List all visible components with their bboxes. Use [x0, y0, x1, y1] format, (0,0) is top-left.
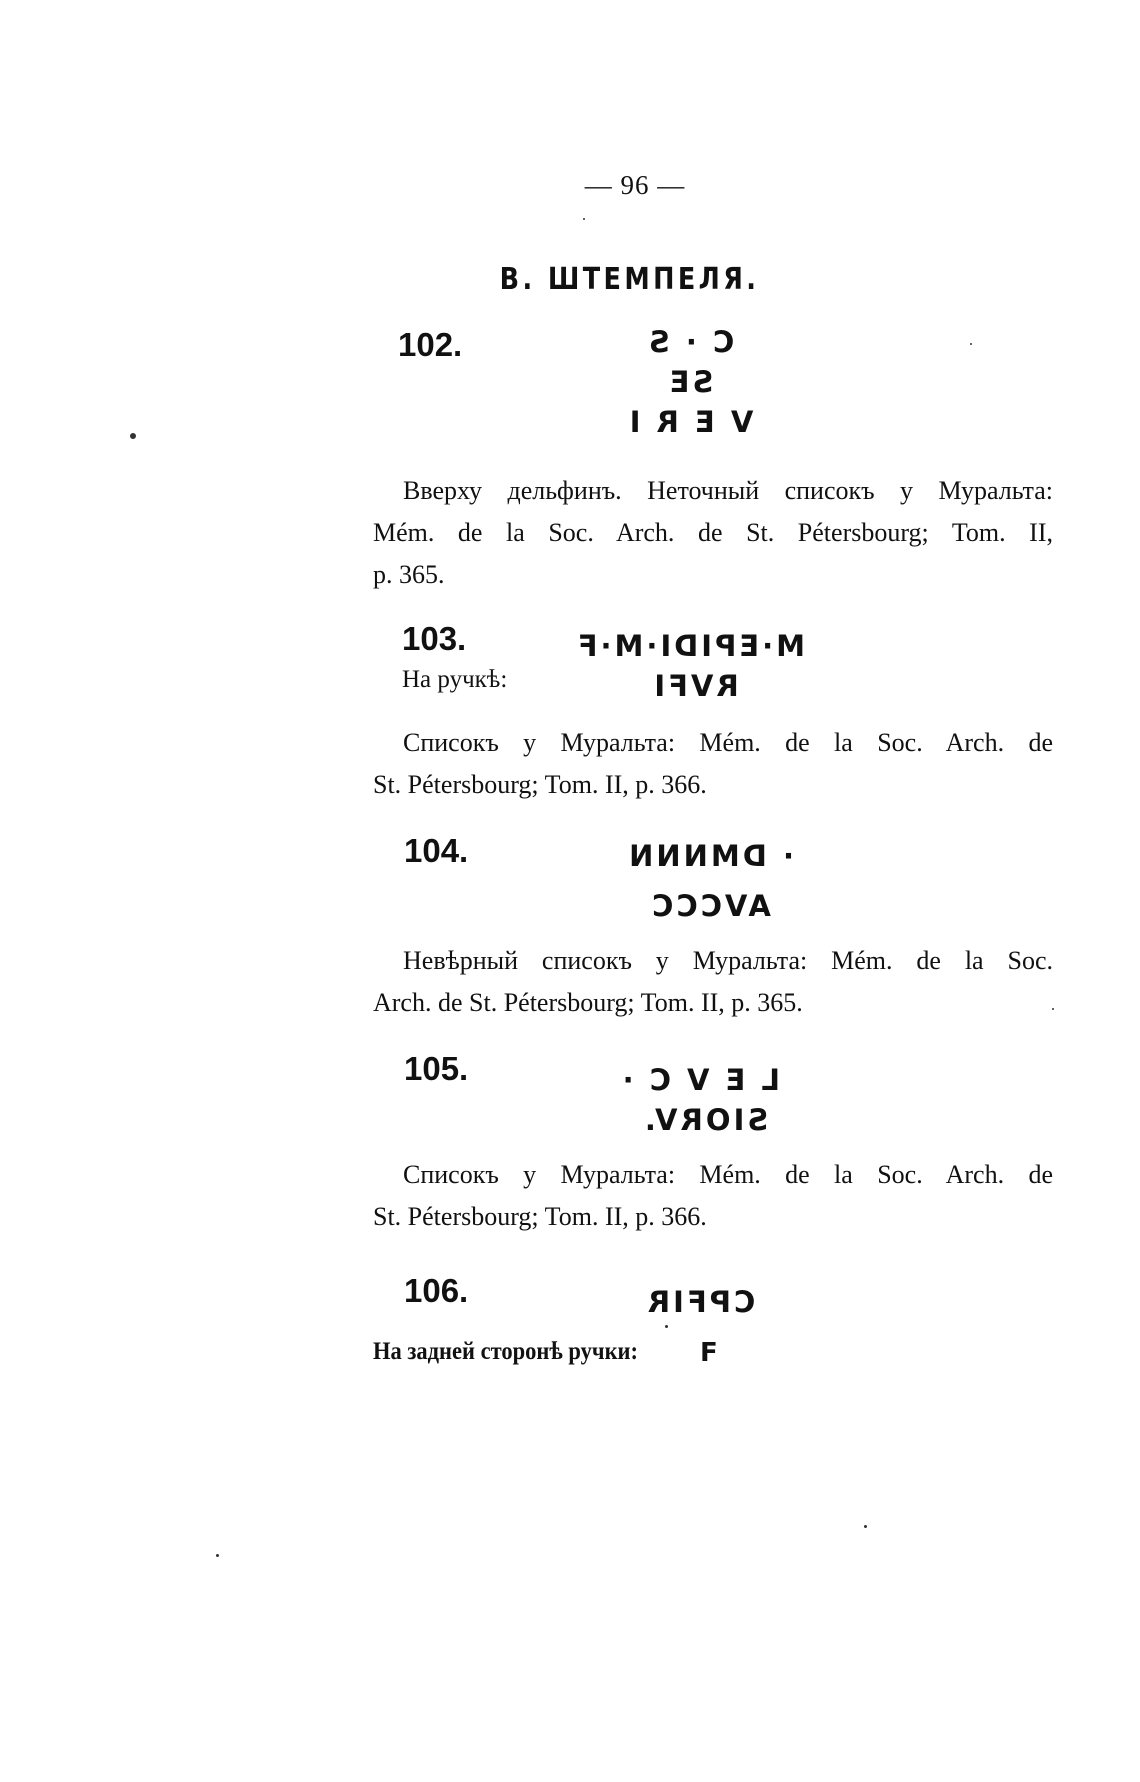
- handle-mark-letter: F: [700, 1338, 718, 1368]
- page-number: — 96 —: [584, 170, 686, 200]
- stamp-line: L E V C ·: [619, 1063, 780, 1097]
- entry-text-102: [373, 470, 1053, 596]
- text-line: Невѣрный списокъ у Муральта: Mém. de la Soc.: [403, 946, 1053, 975]
- scan-speck: [583, 218, 585, 220]
- stamp-line: · DMNNN: [626, 839, 794, 873]
- stamp-inscription-106: [630, 1282, 770, 1322]
- text-line: St. Pétersbourg; Tom. II, p. 366.: [373, 770, 707, 799]
- entry-number-103: 103.: [402, 620, 467, 657]
- stamp-inscription-103: [574, 626, 805, 706]
- text-line: St. Pétersbourg; Tom. II, p. 366.: [373, 1202, 707, 1231]
- stamp-line: CPFIR: [644, 1285, 756, 1319]
- entry-number-102: 102.: [398, 326, 463, 363]
- entry-text-104: [373, 940, 1053, 1024]
- entry-number-105: 105.: [404, 1050, 469, 1087]
- entry-number-104: 104.: [404, 832, 469, 869]
- stamp-line: SE: [666, 365, 714, 399]
- text-line: Вверху дельфинъ. Неточный списокъ у Муральта:: [403, 476, 1053, 505]
- scan-speck: [970, 343, 972, 345]
- section-title: В. ШТЕМПЕЛЯ.: [499, 262, 760, 297]
- text-line: Списокъ у Муральта: Mém. de la Soc. Arch. de: [403, 728, 1053, 757]
- stamp-inscription-104: [625, 836, 795, 926]
- text-line: Arch. de St. Pétersbourg; Tom. II, p. 365.: [373, 988, 803, 1017]
- entry-text-103: [373, 722, 1053, 806]
- stamp-line: M·EPIDI·M·F: [574, 629, 805, 663]
- scan-speck: [864, 1525, 867, 1528]
- scan-speck: [665, 1325, 668, 1328]
- stamp-line: RVFI: [651, 669, 739, 703]
- entry-number-106: 106.: [404, 1272, 469, 1309]
- stamp-inscription-105: [619, 1060, 780, 1140]
- stamp-line: SIORV.: [641, 1103, 769, 1137]
- entry-label-103: На ручкѣ:: [402, 666, 508, 693]
- scan-speck: [130, 433, 136, 439]
- scan-speck: [216, 1554, 219, 1557]
- scan-speck: [1052, 1008, 1054, 1010]
- stamp-line: C · S: [645, 325, 735, 359]
- text-line: p. 365.: [373, 560, 445, 589]
- entry-text-105: [373, 1154, 1053, 1238]
- stamp-inscription-102: [620, 322, 760, 442]
- text-line: Mém. de la Soc. Arch. de St. Pétersbourg; Tom. II,: [373, 518, 1053, 547]
- stamp-line: AVCCC: [649, 889, 771, 923]
- entry-label-106: На задней сторонѣ ручки:: [373, 1338, 639, 1365]
- text-line: Списокъ у Муральта: Mém. de la Soc. Arch. de: [403, 1160, 1053, 1189]
- stamp-line: V E R I: [626, 405, 754, 439]
